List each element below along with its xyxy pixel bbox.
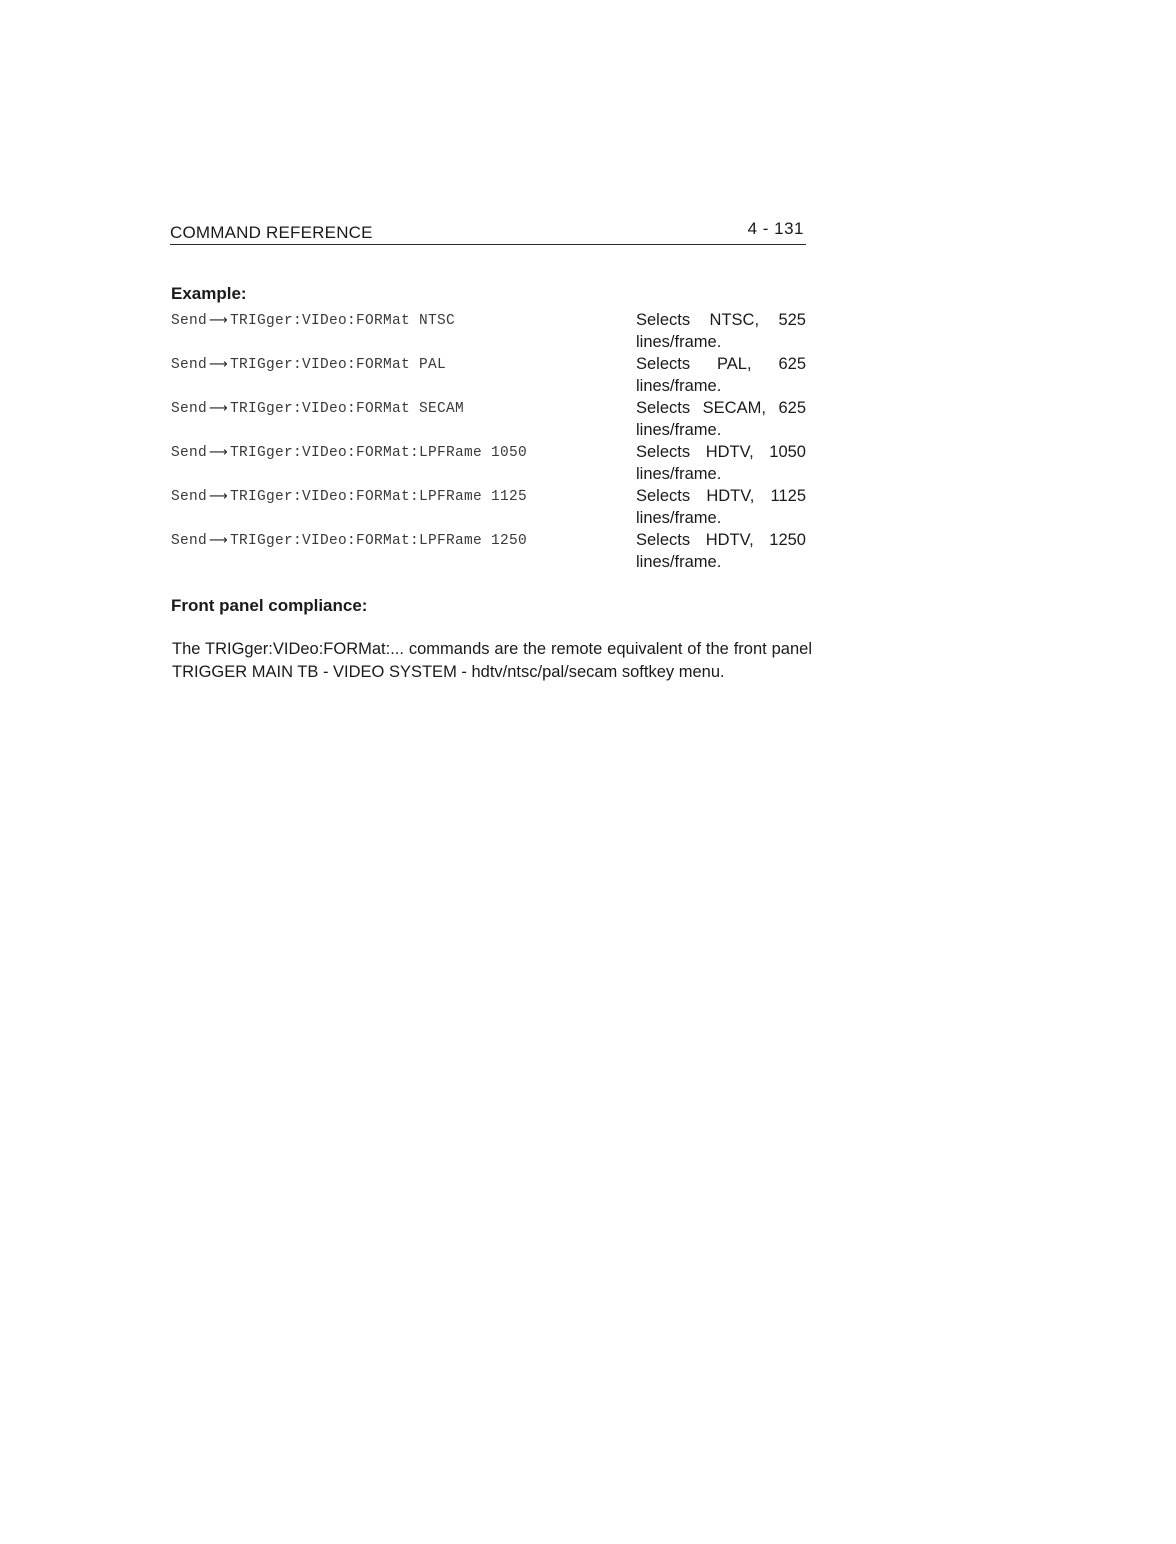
send-label: Send [171, 313, 208, 329]
command-description: Selects HDTV, 1050 lines/frame. [636, 443, 806, 483]
example-row [171, 529, 811, 573]
page-number: 4 - 131 [747, 219, 804, 238]
command-description: Selects NTSC, 525 lines/frame. [636, 311, 806, 351]
command-text: TRIGger:VIDeo:FORMat:LPFRame 1125 [229, 489, 527, 505]
command-line [171, 401, 464, 417]
command-line [171, 445, 527, 461]
page-header [170, 218, 806, 245]
command-description: Selects HDTV, 1125 lines/frame. [636, 487, 806, 527]
arrow-icon: ⟶ [209, 313, 228, 328]
example-row [171, 441, 811, 485]
arrow-icon: ⟶ [209, 489, 228, 504]
arrow-icon: ⟶ [209, 401, 228, 416]
command-line [171, 489, 527, 505]
command-description: Selects HDTV, 1250 lines/frame. [636, 531, 806, 571]
command-line [171, 313, 455, 329]
example-heading: Example: [171, 284, 247, 303]
example-row [171, 309, 811, 353]
send-label: Send [171, 489, 208, 505]
compliance-heading: Front panel compliance: [171, 596, 368, 615]
example-row [171, 485, 811, 529]
send-label: Send [171, 533, 208, 549]
command-description: Selects PAL, 625 lines/frame. [636, 355, 806, 395]
example-row [171, 353, 811, 397]
send-label: Send [171, 445, 208, 461]
send-label: Send [171, 357, 208, 373]
compliance-paragraph: The TRIGger:VIDeo:FORMat:... commands are the remote equivalent of the front panel TRIGGER MAIN TB - VIDEO SYSTEM - hdtv/ntsc/pal/secam softkey menu. [172, 639, 812, 681]
command-text: TRIGger:VIDeo:FORMat NTSC [229, 313, 455, 329]
command-line [171, 533, 527, 549]
example-row [171, 397, 811, 441]
command-text: TRIGger:VIDeo:FORMat:LPFRame 1250 [229, 533, 527, 549]
command-text: TRIGger:VIDeo:FORMat PAL [229, 357, 446, 373]
arrow-icon: ⟶ [209, 357, 228, 372]
arrow-icon: ⟶ [209, 533, 228, 548]
command-description: Selects SECAM, 625 lines/frame. [636, 399, 806, 439]
section-title: COMMAND REFERENCE [170, 223, 373, 242]
send-label: Send [171, 401, 208, 417]
command-line [171, 357, 446, 373]
command-text: TRIGger:VIDeo:FORMat SECAM [229, 401, 464, 417]
command-text: TRIGger:VIDeo:FORMat:LPFRame 1050 [229, 445, 527, 461]
arrow-icon: ⟶ [209, 445, 228, 460]
